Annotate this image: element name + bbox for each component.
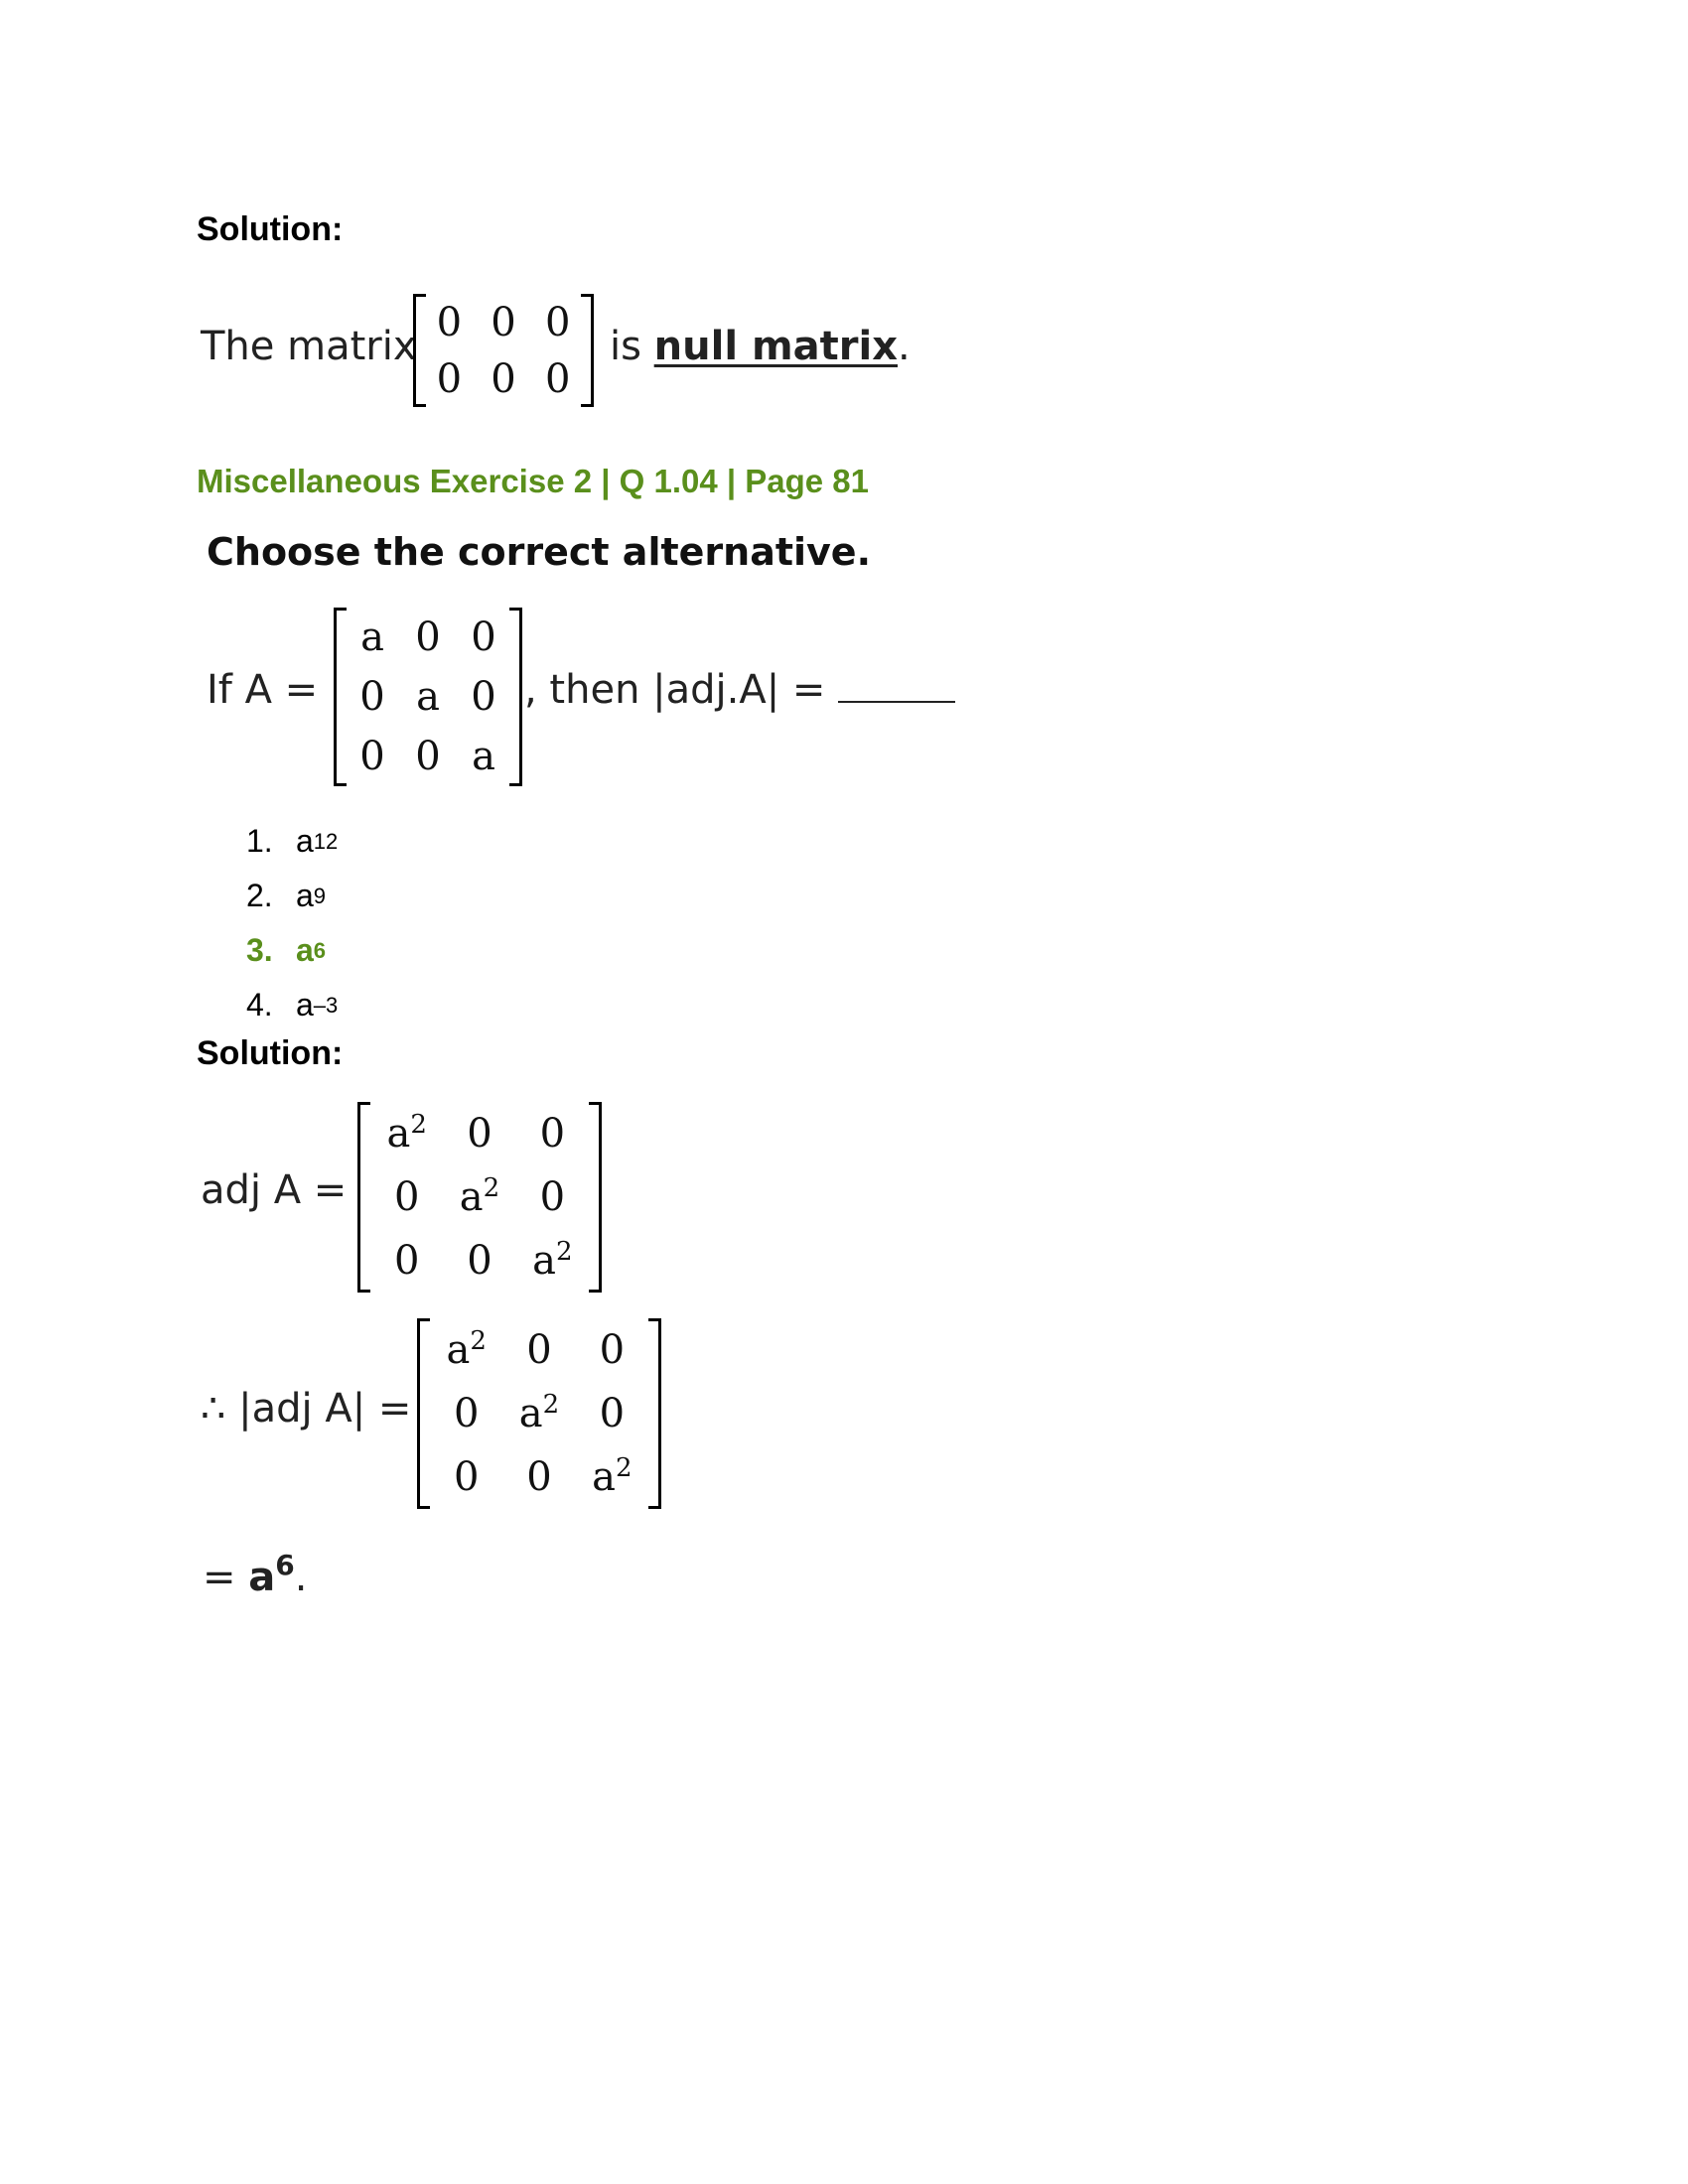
matrix-cell: 0: [393, 1238, 420, 1284]
null-matrix: [413, 294, 594, 407]
matrix-cell: 0: [471, 674, 496, 720]
matrix-cell: $a^2$: [459, 1173, 500, 1220]
question-reference-link[interactable]: Miscellaneous Exercise 2 | Q 1.04 | Page 81: [197, 463, 870, 499]
matrix-cell: $a^2$: [518, 1390, 560, 1436]
matrix-cell: 0: [359, 674, 385, 720]
prev-solution-statement: [610, 324, 911, 369]
matrix-cell: 0: [453, 1391, 480, 1436]
matrix-cell: 0: [467, 1238, 492, 1284]
prev-solution-suffix: .: [898, 324, 911, 369]
matrix-cell: 0: [415, 734, 441, 779]
prev-solution-prefix: The matrix: [201, 324, 417, 369]
solution-heading: Solution:: [197, 1034, 344, 1072]
matrix-cell: a: [360, 614, 384, 660]
matrix-cell: 0: [544, 299, 571, 345]
option-3-correct[interactable]: 3. a 6: [246, 932, 327, 968]
result-base: a: [248, 1555, 276, 1600]
matrix-cell: 0: [599, 1391, 626, 1436]
matrix-a: [334, 608, 522, 786]
det-label: ∴ |adj A| =: [201, 1386, 412, 1432]
matrix-cell: 0: [467, 1111, 492, 1157]
option-base: a: [296, 987, 314, 1023]
matrix-cell: 0: [491, 299, 516, 345]
matrix-cell: 0: [526, 1327, 552, 1373]
matrix-cell: 0: [471, 614, 496, 660]
matrix-cell: 0: [539, 1111, 566, 1157]
matrix-cell: 0: [599, 1327, 626, 1373]
question-instruction: Choose the correct alternative.: [207, 530, 872, 574]
matrix-cell: 0: [436, 299, 463, 345]
option-1[interactable]: 1. a 12: [246, 823, 339, 859]
option-base: a: [296, 823, 314, 859]
option-4[interactable]: 4. a –3: [246, 987, 339, 1023]
matrix-cell: $a^2$: [446, 1326, 487, 1373]
question-rhs-line: [524, 667, 955, 713]
prev-solution-heading: Solution:: [197, 210, 344, 248]
matrix-cell: $a^2$: [386, 1110, 427, 1157]
matrix-cell: a: [472, 734, 495, 779]
null-matrix-grid: [416, 294, 591, 407]
matrix-cell: $a^2$: [592, 1453, 633, 1500]
result-prefix: =: [203, 1555, 236, 1600]
matrix-cell-exponent: 2: [483, 1173, 500, 1203]
matrix-cell: a: [416, 674, 440, 720]
result-exponent: 6: [275, 1549, 295, 1581]
option-number: 3.: [246, 932, 273, 968]
matrix-cell-exponent: 2: [410, 1110, 427, 1140]
matrix-cell-exponent: 2: [470, 1326, 487, 1356]
prev-solution-middle: is: [610, 324, 641, 369]
matrix-cell-exponent: 2: [555, 1237, 573, 1267]
matrix-cell-exponent: 2: [615, 1453, 633, 1483]
matrix-a-grid: [337, 608, 519, 786]
option-2[interactable]: 2. a 9: [246, 878, 327, 913]
matrix-cell-exponent: 2: [542, 1390, 560, 1420]
option-number: 1.: [246, 823, 273, 859]
prev-solution-answer: null matrix: [653, 324, 899, 369]
matrix-cell: 0: [393, 1174, 420, 1220]
matrix-cell: 0: [491, 355, 516, 402]
det-matrix: [417, 1318, 661, 1509]
matrix-cell: 0: [544, 355, 571, 402]
question-rhs: , then |adj.A| =: [524, 667, 826, 713]
answer-options: [246, 814, 338, 1032]
answer-blank: [838, 667, 955, 703]
matrix-cell: 0: [539, 1174, 566, 1220]
option-base: a: [296, 932, 314, 968]
matrix-cell: $a^2$: [532, 1237, 573, 1284]
adj-matrix-grid: [360, 1102, 599, 1293]
question-lhs: If A =: [207, 667, 319, 713]
result-line: [203, 1549, 308, 1600]
det-matrix-grid: [420, 1318, 658, 1509]
matrix-cell: 0: [436, 355, 463, 402]
matrix-cell: 0: [526, 1454, 552, 1500]
matrix-cell: 0: [453, 1454, 480, 1500]
result-suffix: .: [294, 1555, 308, 1600]
adj-matrix: [357, 1102, 602, 1293]
matrix-cell: 0: [415, 614, 441, 660]
option-number: 2.: [246, 878, 273, 913]
option-number: 4.: [246, 987, 273, 1023]
adj-label: adj A =: [201, 1167, 348, 1213]
option-base: a: [296, 878, 314, 913]
matrix-cell: 0: [359, 734, 385, 779]
